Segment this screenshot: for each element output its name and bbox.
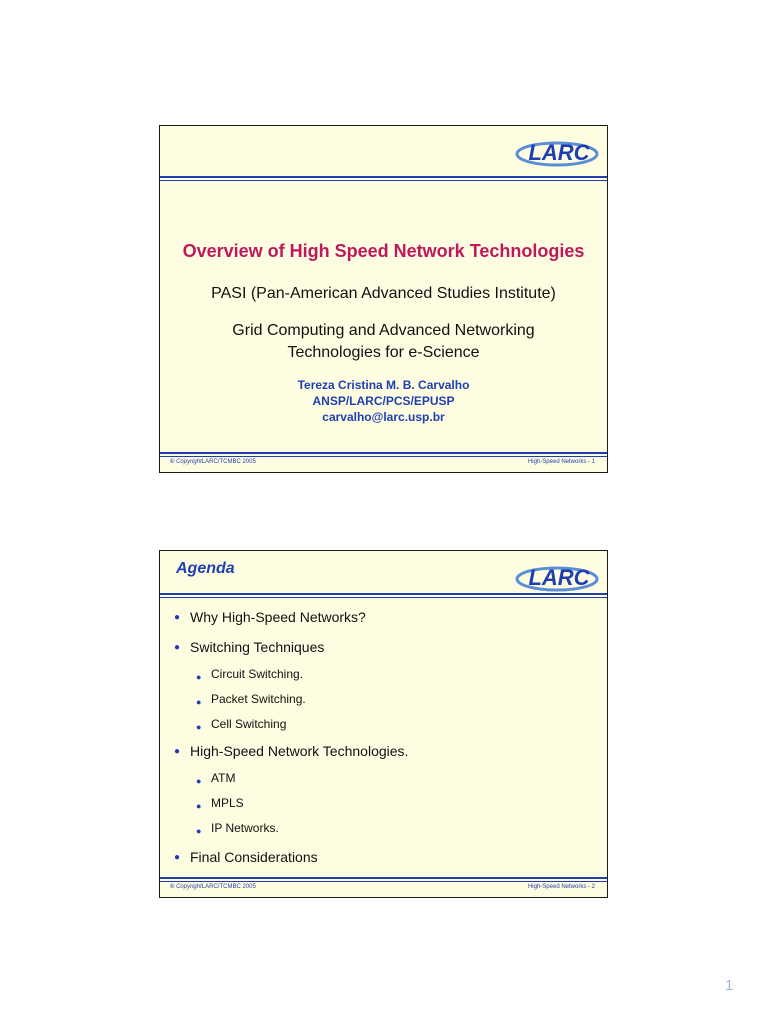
slide-title: Agenda	[176, 560, 235, 577]
list-item-text: Why High-Speed Networks?	[190, 609, 366, 625]
list-item-text: Final Considerations	[190, 849, 318, 865]
list-item-text: MPLS	[211, 796, 244, 810]
copyright-symbol: ©	[170, 459, 175, 465]
event-title-line-2: Technologies for e-Science	[287, 344, 480, 361]
copyright-owner: LARC/TCMBC 2005	[201, 884, 256, 890]
copyright-word: Copyright	[176, 459, 202, 465]
footer-rule-thin	[160, 881, 607, 882]
slide-footer	[160, 877, 607, 897]
header-rule-thin	[160, 597, 607, 598]
bullet-icon: ●	[196, 801, 202, 811]
copyright-symbol: ©	[170, 884, 175, 890]
slide-title: Overview of High Speed Network Technologies	[182, 241, 585, 261]
bullet-icon: ●	[196, 826, 202, 836]
footer-slide-label: High-Speed Networks - 2	[527, 884, 595, 890]
larc-logo	[513, 134, 605, 168]
page-number: 1	[725, 977, 734, 994]
header-rule	[160, 593, 607, 595]
author-affiliation: ANSP/LARC/PCS/EPUSP	[312, 394, 455, 408]
copyright-owner: LARC/TCMBC 2005	[201, 459, 256, 465]
header-rule-thin	[160, 180, 607, 181]
footer-rule	[160, 877, 607, 879]
bullet-icon: ●	[196, 697, 202, 707]
subtitle: PASI (Pan-American Advanced Studies Institute)	[211, 285, 556, 302]
bullet-icon: ●	[174, 612, 181, 623]
bullet-icon: ●	[196, 722, 202, 732]
list-item	[174, 639, 324, 655]
logo-text: LARC	[528, 140, 590, 165]
event-title-line-1: Grid Computing and Advanced Networking	[232, 322, 535, 339]
sub-list-item	[196, 796, 244, 811]
list-item	[174, 849, 318, 865]
bullet-icon: ●	[196, 672, 202, 682]
bullet-icon: ●	[196, 776, 202, 786]
bullet-icon: ●	[174, 746, 181, 757]
footer-rule	[160, 452, 607, 454]
bullet-icon: ●	[174, 852, 181, 863]
footer-slide-label: High-Speed Networks - 1	[527, 459, 595, 465]
larc-logo	[513, 559, 605, 593]
footer-rule-thin	[160, 456, 607, 457]
list-item-text: Switching Techniques	[190, 639, 325, 655]
author-email: carvalho@larc.usp.br	[322, 410, 445, 424]
author-name: Tereza Cristina M. B. Carvalho	[297, 378, 470, 392]
copyright-word: Copyright	[176, 884, 202, 890]
list-item-text: Circuit Switching.	[211, 667, 304, 681]
list-item-text: Packet Switching.	[211, 692, 306, 706]
list-item-text: ATM	[211, 771, 236, 785]
sub-list-item	[196, 821, 279, 836]
list-item-text: IP Networks.	[211, 821, 279, 835]
logo-text: LARC	[528, 565, 590, 590]
list-item	[174, 743, 408, 759]
slide-footer	[160, 452, 607, 472]
list-item-text: Cell Switching	[211, 717, 287, 731]
slide-1	[159, 125, 608, 473]
footer-copyright	[170, 459, 256, 465]
sub-list-item	[196, 667, 303, 682]
list-item	[174, 609, 366, 625]
event-title	[160, 320, 607, 364]
sub-list-item	[196, 692, 306, 707]
list-item-text: High-Speed Network Technologies.	[190, 743, 409, 759]
header-rule	[160, 176, 607, 178]
footer-copyright	[170, 884, 256, 890]
sub-list-item	[196, 717, 286, 732]
bullet-icon: ●	[174, 642, 181, 653]
slide-2	[159, 550, 608, 898]
sub-list-item	[196, 771, 235, 786]
